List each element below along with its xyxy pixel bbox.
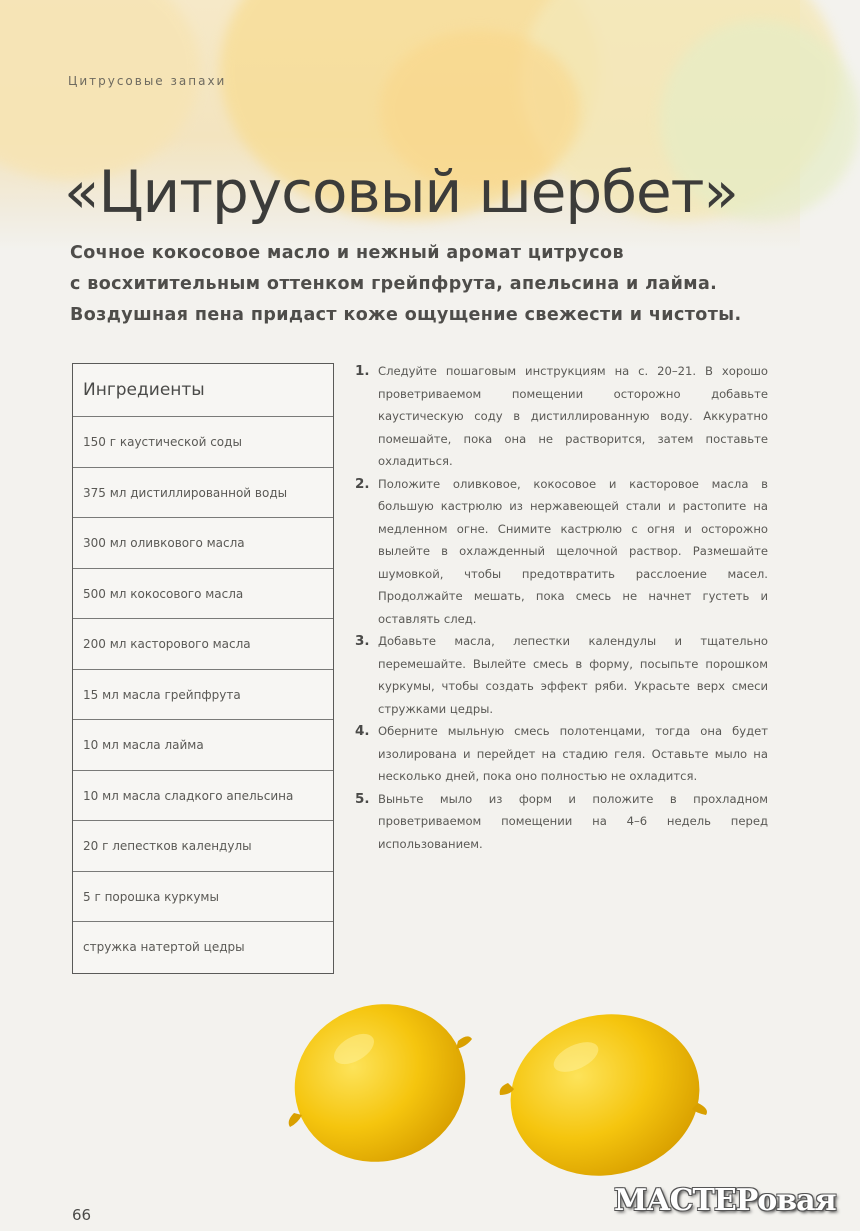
ingredient-row: стружка натертой цедры: [83, 940, 245, 954]
section-label: Цитрусовые запахи: [68, 74, 227, 88]
step-text: Оберните мыльную смесь полотенцами, тогда она будет изолирована и перейдет на стадию геля. Оставьте мыло на несколько дней, пока оно полностью не охладится.: [378, 724, 768, 783]
ingredient-row: 5 г порошка куркумы: [73, 872, 333, 923]
intro-line: Воздушная пена придаст коже ощущение свежести и чистоты.: [70, 305, 742, 325]
instruction-steps: [355, 360, 768, 855]
step-item: [355, 720, 768, 788]
ingredient-row: 150 г каустической соды: [73, 417, 333, 468]
step-item: [355, 360, 768, 473]
intro-line: Сочное кокосовое масло и нежный аромат цитрусов: [70, 243, 624, 263]
step-item: [355, 630, 768, 720]
lemon-right-icon: [495, 997, 714, 1193]
page-number: 66: [72, 1206, 92, 1224]
step-number: 4.: [355, 723, 370, 739]
page-title: «Цитрусовый шербет»: [64, 158, 738, 226]
lemon-left-icon: [274, 982, 486, 1184]
ingredient-row: 15 мл масла грейпфрута: [73, 670, 333, 721]
step-text: Следуйте пошаговым инструкциям на с. 20–21. В хорошо проветриваемом помещении осторожно добавьте каустическую соду в дистиллированную воду. Аккуратно помешайте, пока она не растворится, затем поставьте охладиться.: [378, 364, 768, 468]
lemons-illustration: [280, 985, 720, 1185]
step-number: 1.: [355, 363, 370, 379]
ingredient-row: 10 мл масла лайма: [73, 720, 333, 771]
ingredients-heading: Ингредиенты: [73, 364, 333, 417]
ingredient-row: 20 г лепестков календулы: [73, 821, 333, 872]
step-text: Положите оливковое, кокосовое и касторовое масла в большую кастрюлю из нержавеющей стали и растопите на медленном огне. Снимите кастрюлю с огня и осторожно вылейте в охлажденный щелочной раствор. Размешайте шумовкой, чтобы предотвратить расслоение масел. Продолжайте мешать, пока смесь не начнет густеть и оставлять след.: [378, 476, 768, 626]
ingredients-table: [72, 363, 334, 974]
ingredient-row: 500 мл кокосового масла: [73, 569, 333, 620]
step-item: [355, 788, 768, 856]
ingredient-row: 10 мл масла сладкого апельсина: [73, 771, 333, 822]
step-number: 2.: [355, 475, 370, 492]
step-text: Выньте мыло из форм и положите в прохладном проветриваемом помещении на 4–6 недель перед использованием.: [378, 791, 768, 851]
intro-text: [70, 238, 770, 331]
ingredient-row: 200 мл касторового масла: [73, 619, 333, 670]
ingredient-row: 300 мл оливкового масла: [73, 518, 333, 569]
step-number: 3.: [355, 633, 370, 649]
ingredient-row: 375 мл дистиллированной воды: [73, 468, 333, 519]
step-number: 5.: [355, 790, 370, 807]
watermark-logo: МАСТЕРовая: [614, 1183, 836, 1218]
step-item: [355, 473, 768, 631]
step-text: Добавьте масла, лепестки календулы и тщательно перемешайте. Вылейте смесь в форму, посыпьте порошком куркумы, чтобы создать эффект ряби. Украсьте верх смеси стружками цедры.: [378, 634, 768, 716]
intro-line: с восхитительным оттенком грейпфрута, апельсина и лайма.: [70, 274, 718, 294]
